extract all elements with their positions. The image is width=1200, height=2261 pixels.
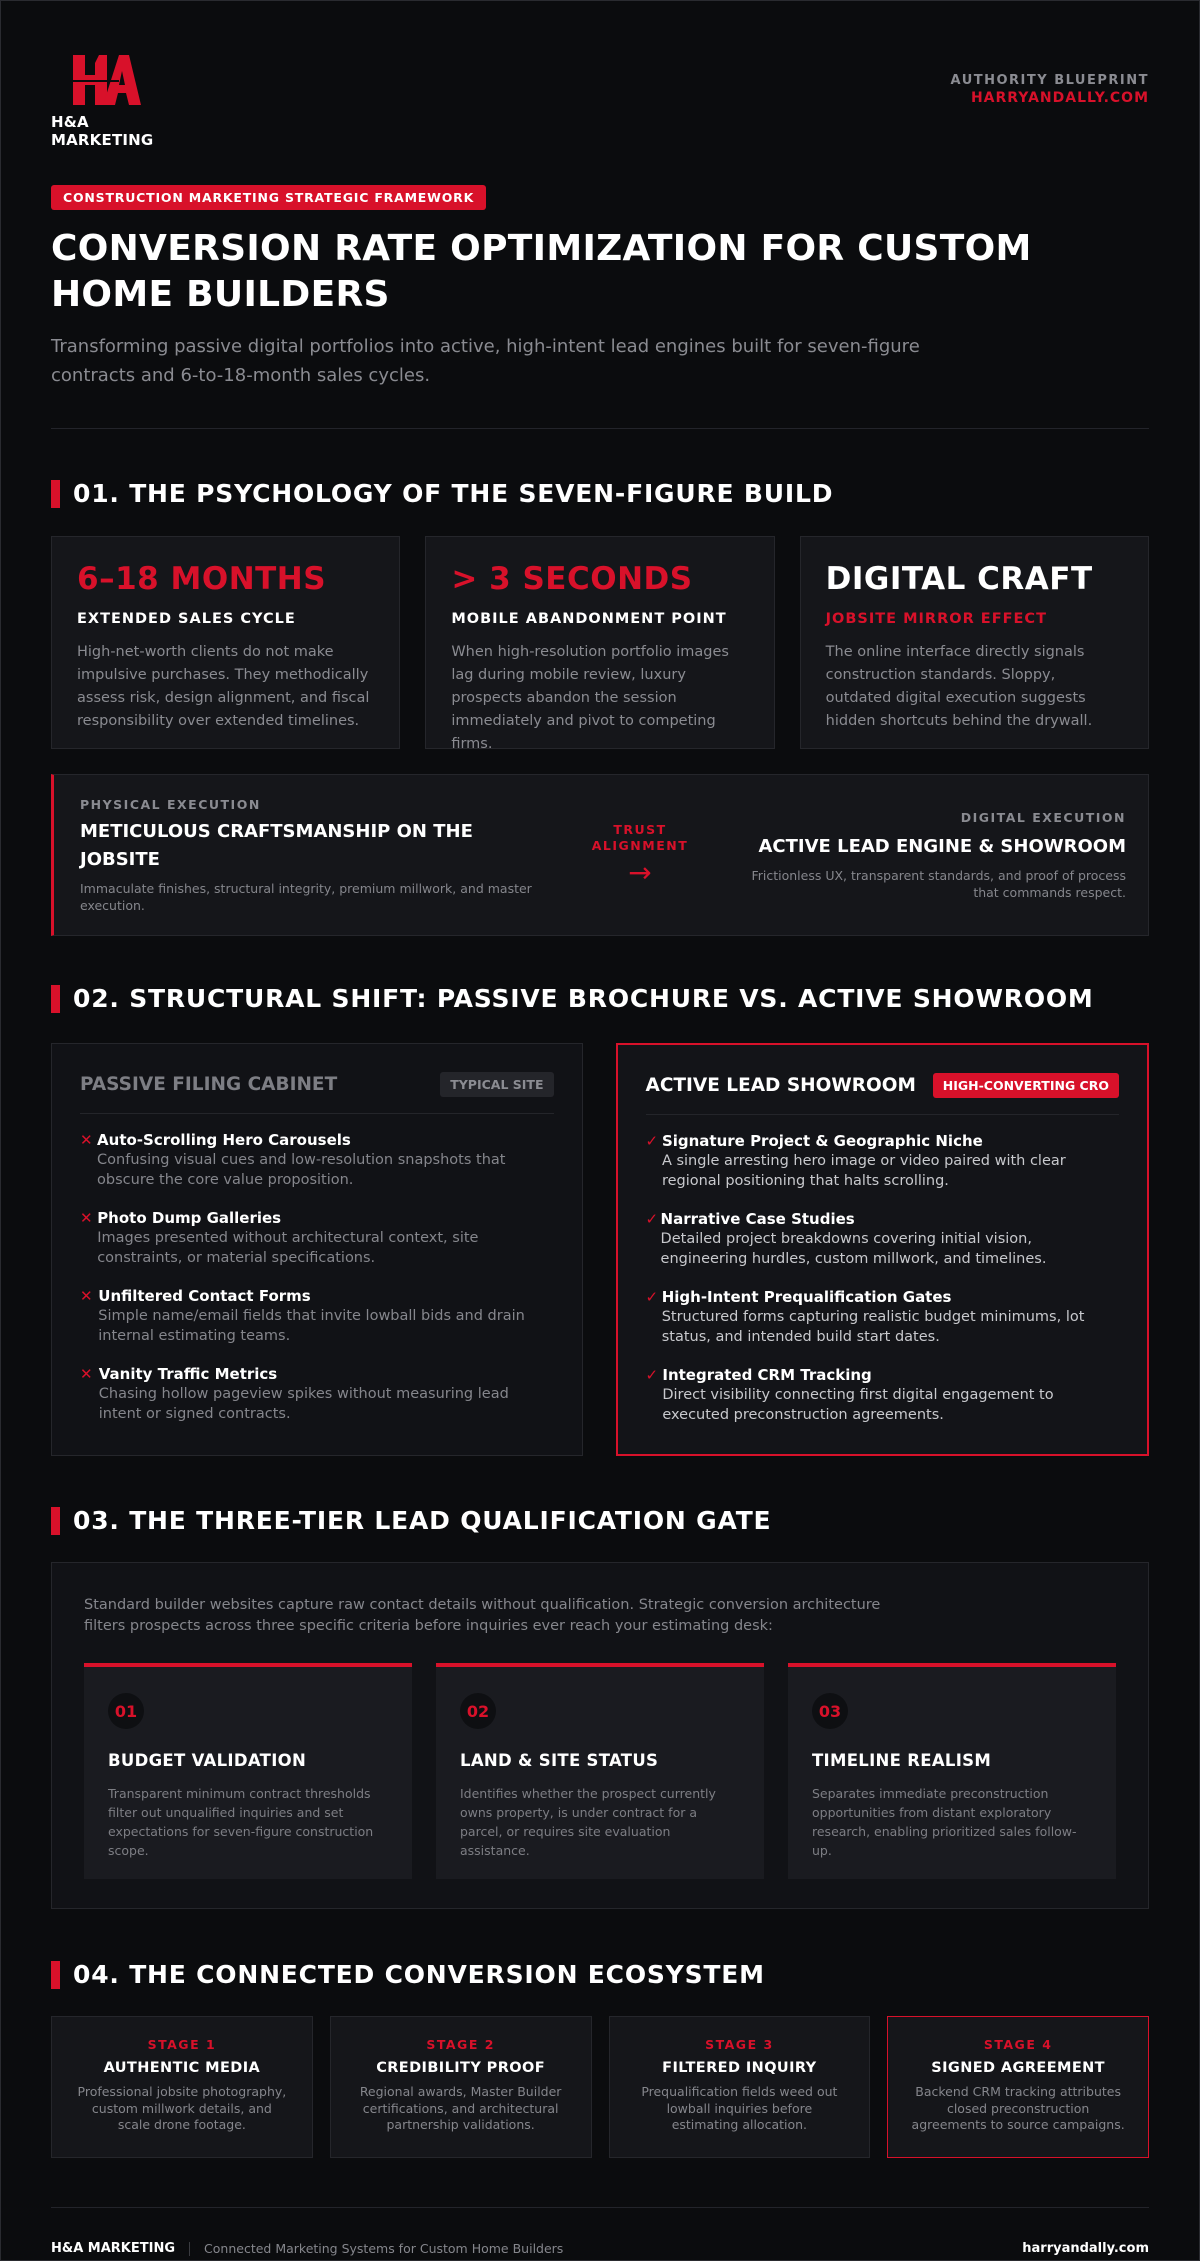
section-title: 04. THE CONNECTED CONVERSION ECOSYSTEM <box>73 1960 765 1989</box>
tier-title: TIMELINE REALISM <box>812 1751 992 1770</box>
stat-value: 6–18 MONTHS <box>77 561 327 597</box>
footer-brand: H&A MARKETING <box>51 2241 176 2256</box>
stat-label: MOBILE ABANDONMENT POINT <box>451 611 727 627</box>
stat-card <box>800 536 1149 749</box>
digital-execution <box>740 810 1126 901</box>
item-title: High-Intent Prequalification Gates <box>661 1288 952 1306</box>
item-description: Direct visibility connecting first digital engagement to executed preconstruction agreements. <box>662 1387 1054 1423</box>
footer-divider <box>51 2207 1149 2208</box>
tier-title: LAND & SITE STATUS <box>460 1751 659 1770</box>
physical-description: Immaculate finishes, structural integrity, premium millwork, and master execution. <box>80 880 532 913</box>
item-description: Confusing visual cues and low-resolution snapshots that obscure the core value proposition. <box>97 1152 506 1188</box>
digital-description: Frictionless UX, transparent standards, and proof of process that commands respect. <box>751 867 1126 900</box>
typical-site-badge: TYPICAL SITE <box>440 1072 553 1097</box>
list-item <box>646 1287 1120 1347</box>
stage-label: STAGE 1 <box>147 2037 217 2052</box>
stage-label: STAGE 2 <box>426 2037 495 2052</box>
stat-card <box>425 536 774 752</box>
x-icon: ✕ <box>80 1131 93 1149</box>
trust-alignment-panel <box>51 774 1149 936</box>
list-item <box>80 1208 554 1268</box>
tier-number: 01 <box>108 1693 144 1729</box>
alignment-label: ALIGNMENT <box>591 838 689 853</box>
stat-label: JOBSITE MIRROR EFFECT <box>825 611 1047 627</box>
footer <box>51 2241 1149 2256</box>
gate-panel <box>51 1562 1149 1909</box>
active-column <box>616 1043 1150 1456</box>
physical-execution <box>80 797 540 914</box>
item-title: Narrative Case Studies <box>660 1210 855 1228</box>
digital-label: DIGITAL EXECUTION <box>960 809 1126 825</box>
stage-title: AUTHENTIC MEDIA <box>103 2060 261 2076</box>
stat-description: The online interface directly signals construction standards. Sloppy, outdated digital execution suggests hidden shortcuts behind the drywall. <box>825 644 1093 729</box>
stage-description: Professional jobsite photography, custom millwork details, and scale drone footage. <box>77 2084 287 2132</box>
section-marker <box>51 985 60 1013</box>
tier-card <box>788 1663 1116 1879</box>
brand-logo[interactable] <box>51 51 191 149</box>
section-marker <box>51 480 60 508</box>
tier-card <box>84 1663 412 1879</box>
section-title: 01. THE PSYCHOLOGY OF THE SEVEN-FIGURE BUILD <box>73 479 834 508</box>
list-item <box>646 1209 1120 1269</box>
x-icon: ✕ <box>80 1287 93 1305</box>
physical-title: METICULOUS CRAFTSMANSHIP ON THE JOBSITE <box>80 820 473 870</box>
high-converting-badge: HIGH-CONVERTING CRO <box>933 1073 1119 1098</box>
item-title: Signature Project & Geographic Niche <box>661 1132 983 1150</box>
arrow-right-icon: → <box>628 856 652 889</box>
tiers <box>84 1663 1116 1879</box>
tier-card <box>436 1663 764 1879</box>
trust-label: TRUST <box>613 822 667 837</box>
physical-label: PHYSICAL EXECUTION <box>80 796 261 812</box>
stat-label: EXTENDED SALES CYCLE <box>77 611 296 627</box>
column-title: PASSIVE FILING CABINET <box>80 1074 338 1095</box>
comparison <box>51 1043 1149 1456</box>
passive-column <box>51 1043 583 1456</box>
tier-description: Identifies whether the prospect currently owns property, is under contract for a parcel, or requires site evaluation assistance. <box>460 1786 716 1858</box>
list-item <box>646 1131 1120 1191</box>
item-description: Structured forms capturing realistic budget minimums, lot status, and intended build start dates. <box>661 1309 1085 1345</box>
check-icon: ✓ <box>645 1132 659 1150</box>
footer-separator <box>189 2242 190 2256</box>
check-icon: ✓ <box>645 1210 659 1228</box>
logo-text: H&A MARKETING <box>51 113 154 149</box>
x-icon: ✕ <box>80 1209 93 1227</box>
item-title: Integrated CRM Tracking <box>662 1366 872 1384</box>
list-item <box>646 1365 1120 1425</box>
list-item <box>80 1130 554 1190</box>
stage-description: Backend CRM tracking attributes closed preconstruction agreements to source campaigns. <box>911 2084 1125 2132</box>
footer-site-link[interactable]: harryandally.com <box>1022 2241 1149 2256</box>
tier-number: 02 <box>460 1693 496 1729</box>
section-heading <box>51 1506 1149 1535</box>
stat-description: When high-resolution portfolio images lag during mobile review, luxury prospects abandon the session immediately and pivot to competing firms. <box>451 644 729 752</box>
footer-tagline: Connected Marketing Systems for Custom Home Builders <box>204 2241 564 2256</box>
tier-number: 03 <box>812 1693 848 1729</box>
active-items <box>646 1131 1120 1425</box>
column-header <box>80 1072 554 1114</box>
tier-description: Separates immediate preconstruction opportunities from distant exploratory research, enabling prioritized sales follow-up. <box>812 1786 1077 1858</box>
stage-card <box>887 2016 1149 2158</box>
item-description: A single arresting hero image or video paired with clear regional positioning that halts scrolling. <box>661 1153 1066 1189</box>
section-heading <box>51 479 1149 508</box>
stat-value: DIGITAL CRAFT <box>825 561 1093 597</box>
section-title: 02. STRUCTURAL SHIFT: PASSIVE BROCHURE VS. ACTIVE SHOWROOM <box>73 984 1094 1013</box>
trust-alignment <box>540 822 740 888</box>
stage-card <box>330 2016 592 2158</box>
stage-title: FILTERED INQUIRY <box>662 2060 817 2076</box>
section-heading <box>51 984 1149 1013</box>
header-site-link[interactable]: HARRYANDALLY.COM <box>970 90 1149 106</box>
stage-description: Prequalification fields weed out lowball inquiries before estimating allocation. <box>641 2084 838 2132</box>
passive-items <box>80 1130 554 1424</box>
section-psychology <box>51 479 1149 936</box>
authority-label: AUTHORITY BLUEPRINT <box>950 73 1149 88</box>
gate-intro: Standard builder websites capture raw contact details without qualification. Strategic conversion architecture filters prospects across three specific criteria before inquiries ever reach your estimating desk: <box>84 1597 881 1634</box>
page-subtitle: Transforming passive digital portfolios into active, high-intent lead engines built for seven-figure contracts and 6-to-18-month sales cycles. <box>51 336 920 386</box>
item-title: Vanity Traffic Metrics <box>98 1365 278 1383</box>
section-ecosystem <box>51 1960 1149 2158</box>
section-marker <box>51 1961 60 1989</box>
list-item <box>80 1364 554 1424</box>
digital-title: ACTIVE LEAD ENGINE & SHOWROOM <box>758 835 1126 857</box>
column-header <box>646 1073 1120 1115</box>
stat-value: > 3 SECONDS <box>451 561 693 597</box>
section-structural-shift <box>51 984 1149 1456</box>
item-title: Photo Dump Galleries <box>97 1209 282 1227</box>
tier-description: Transparent minimum contract thresholds filter out unqualified inquiries and set expectations for seven-figure construction scope. <box>108 1786 374 1858</box>
section-title: 03. THE THREE-TIER LEAD QUALIFICATION GATE <box>73 1506 772 1535</box>
stage-title: SIGNED AGREEMENT <box>931 2060 1105 2076</box>
stat-description: High-net-worth clients do not make impulsive purchases. They methodically assess risk, design alignment, and fiscal responsibility over extended timelines. <box>77 644 370 729</box>
stage-title: CREDIBILITY PROOF <box>376 2060 546 2076</box>
section-marker <box>51 1507 60 1535</box>
page-title: CONVERSION RATE OPTIMIZATION FOR CUSTOM HOME BUILDERS <box>51 228 1032 315</box>
section-qualification-gate <box>51 1506 1149 1909</box>
tier-title: BUDGET VALIDATION <box>108 1751 307 1770</box>
divider <box>51 428 1149 429</box>
check-icon: ✓ <box>645 1288 659 1306</box>
list-item <box>80 1286 554 1346</box>
authority-block <box>951 51 1149 106</box>
item-title: Unfiltered Contact Forms <box>98 1287 311 1305</box>
stat-cards <box>51 536 1149 752</box>
stage-label: STAGE 4 <box>983 2037 1053 2052</box>
stages <box>51 2016 1149 2158</box>
section-heading <box>51 1960 1149 1989</box>
ha-logo-icon <box>51 51 141 109</box>
stage-description: Regional awards, Master Builder certifications, and architectural partnership validations. <box>359 2084 562 2132</box>
item-description: Simple name/email fields that invite lowball bids and drain internal estimating teams. <box>98 1308 525 1344</box>
x-icon: ✕ <box>80 1365 93 1383</box>
framework-tag: CONSTRUCTION MARKETING STRATEGIC FRAMEWORK <box>51 185 486 210</box>
stage-card <box>51 2016 313 2158</box>
column-title: ACTIVE LEAD SHOWROOM <box>645 1075 916 1096</box>
stat-card <box>51 536 400 749</box>
stage-label: STAGE 3 <box>705 2037 774 2052</box>
item-description: Detailed project breakdowns covering initial vision, engineering hurdles, custom millwork, and timelines. <box>660 1231 1047 1267</box>
header <box>51 1 1149 149</box>
item-description: Chasing hollow pageview spikes without measuring lead intent or signed contracts. <box>98 1386 509 1422</box>
item-title: Auto-Scrolling Hero Carousels <box>97 1131 351 1149</box>
item-description: Images presented without architectural context, site constraints, or material specifications. <box>97 1230 479 1266</box>
check-icon: ✓ <box>645 1366 659 1384</box>
stage-card <box>609 2016 871 2158</box>
